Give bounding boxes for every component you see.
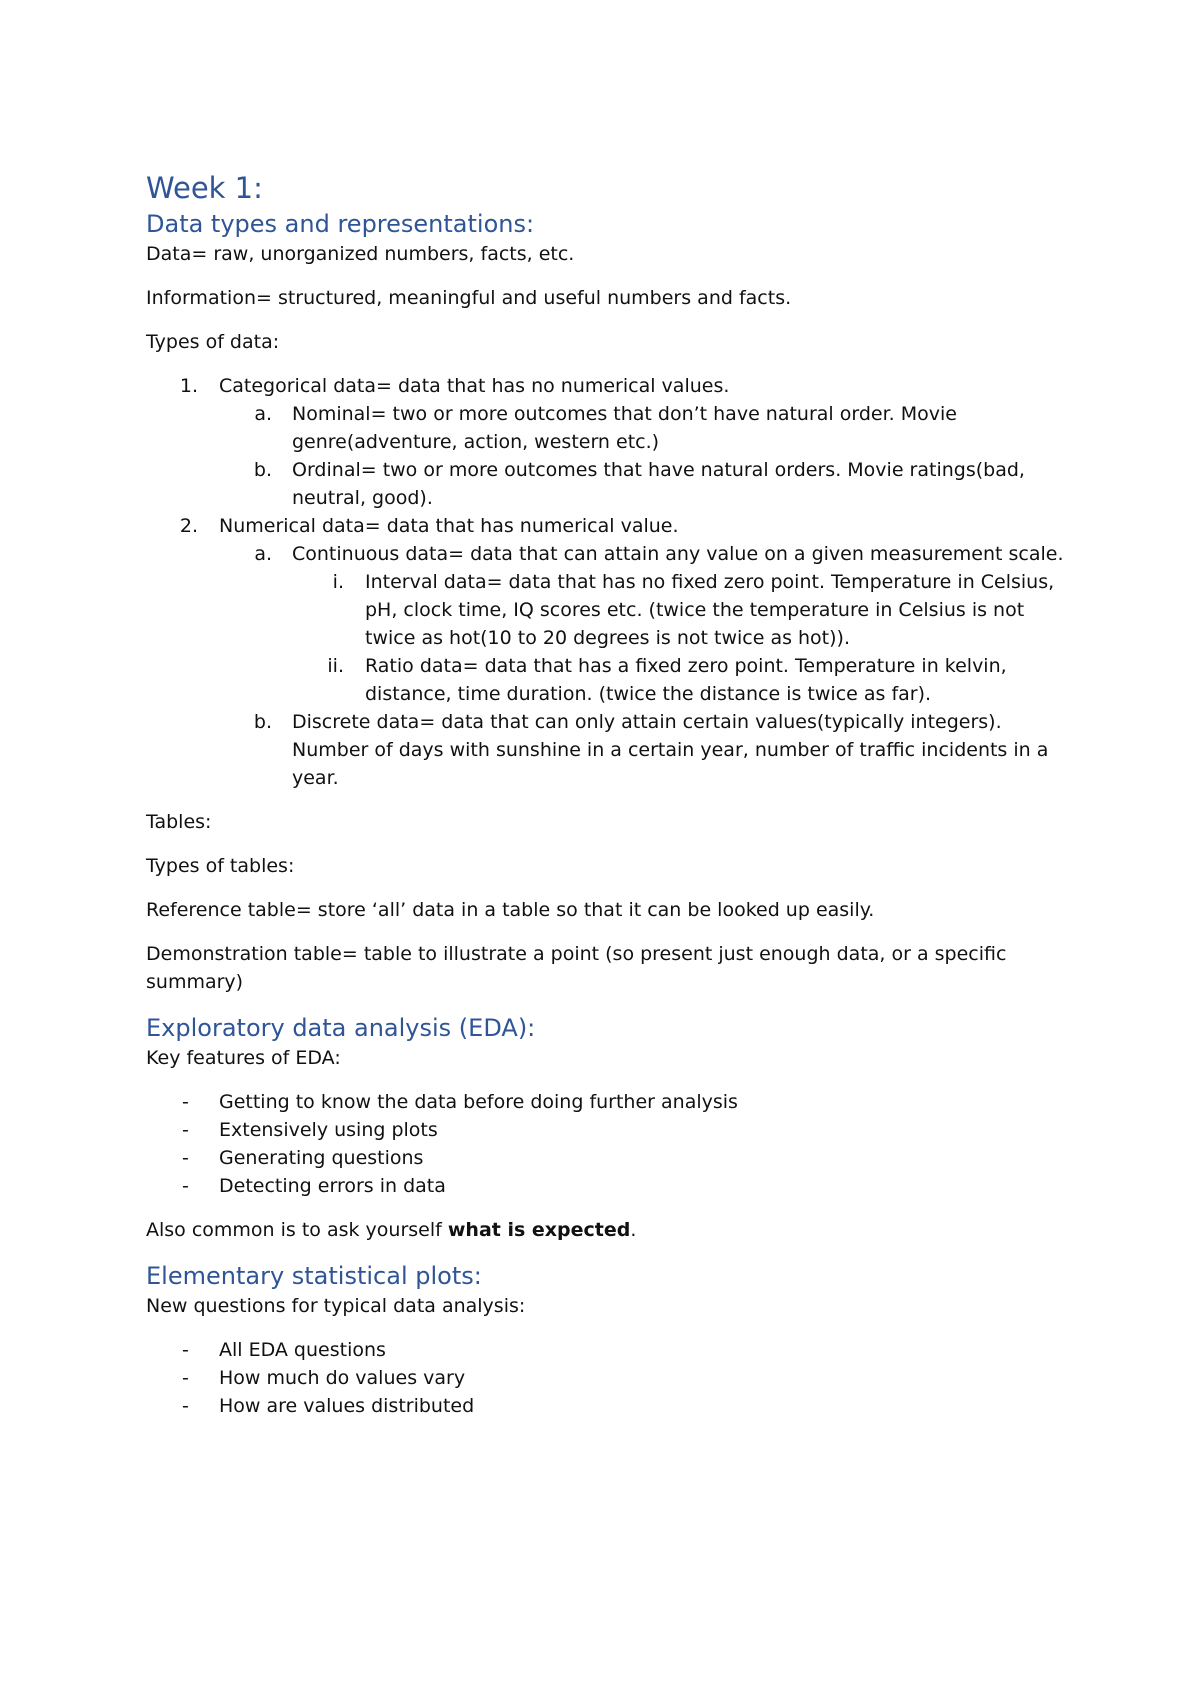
paragraph-eda-intro: Key features of EDA:: [146, 1047, 341, 1069]
heading-elementary-plots: Elementary statistical plots:: [146, 1262, 482, 1290]
list-marker: 1.: [179, 375, 198, 397]
paragraph-data-definition: Data= raw, unorganized numbers, facts, etc.: [146, 243, 575, 265]
expected-post-text: .: [630, 1219, 637, 1241]
list-item: [146, 708, 1066, 792]
list-item-text: Categorical data= data that has no numerical values.: [219, 375, 730, 397]
plots-bullet-list: [146, 1336, 1066, 1420]
paragraph-information-definition: Information= structured, meaningful and useful numbers and facts.: [146, 287, 792, 309]
expected-pre-text: Also common is to ask yourself: [146, 1219, 448, 1241]
list-item: [146, 1116, 1066, 1144]
eda-bullet-list: [146, 1088, 1066, 1200]
list-item: [146, 652, 1066, 708]
paragraph-tables: Tables:: [146, 811, 212, 833]
paragraph-types-of-tables: Types of tables:: [146, 855, 295, 877]
paragraph-reference-table: Reference table= store ‘all’ data in a table so that it can be looked up easily.: [146, 899, 875, 921]
list-item-text: How much do values vary: [219, 1367, 466, 1389]
paragraph-plots-intro: New questions for typical data analysis:: [146, 1295, 526, 1317]
bullet-marker: -: [182, 1147, 189, 1169]
bullet-marker: -: [182, 1395, 189, 1417]
bullet-marker: -: [182, 1367, 189, 1389]
list-item-text: Nominal= two or more outcomes that don’t have natural order. Movie genre(adventure, action, western etc.): [292, 403, 957, 453]
list-item: [146, 540, 1066, 568]
list-marker: 2.: [179, 515, 198, 537]
page-title: Week 1:: [146, 171, 263, 205]
list-item-text: Ratio data= data that has a fixed zero point. Temperature in kelvin, distance, time duration. (twice the distance is twice as far).: [365, 655, 1007, 705]
list-marker: b.: [253, 711, 272, 733]
data-types-list: [146, 372, 1066, 792]
list-item-text: Extensively using plots: [219, 1119, 438, 1141]
list-item: [146, 1364, 1066, 1392]
bullet-marker: -: [182, 1175, 189, 1197]
list-marker: b.: [253, 459, 272, 481]
list-item: [146, 1172, 1066, 1200]
document-page: [146, 168, 1066, 1436]
list-item: [146, 1088, 1066, 1116]
heading-eda: Exploratory data analysis (EDA):: [146, 1014, 536, 1042]
bullet-marker: -: [182, 1091, 189, 1113]
bullet-marker: -: [182, 1339, 189, 1361]
list-item-text: Detecting errors in data: [219, 1175, 446, 1197]
list-item: [146, 512, 1066, 540]
list-item-text: Discrete data= data that can only attain certain values(typically integers). Number of days with sunshine in a certain year, number of traffic incidents in a year.: [292, 711, 1049, 789]
list-item: [146, 372, 1066, 400]
list-marker: ii.: [327, 655, 344, 677]
bullet-marker: -: [182, 1119, 189, 1141]
list-marker: a.: [254, 403, 272, 425]
list-marker: i.: [332, 571, 344, 593]
list-item-text: All EDA questions: [219, 1339, 386, 1361]
paragraph-what-is-expected: [146, 1216, 1066, 1244]
list-item: [146, 1392, 1066, 1420]
list-item-text: Interval data= data that has no fixed zero point. Temperature in Celsius, pH, clock time, IQ scores etc. (twice the temperature in Celsius is not twice as hot(10 to 20 degrees is not twice as hot)).: [365, 571, 1055, 649]
list-item: [146, 568, 1066, 652]
list-item: [146, 1336, 1066, 1364]
list-item-text: How are values distributed: [219, 1395, 475, 1417]
list-marker: a.: [254, 543, 272, 565]
list-item-text: Continuous data= data that can attain any value on a given measurement scale.: [292, 543, 1064, 565]
expected-bold-text: what is expected: [447, 1219, 631, 1241]
list-item-text: Generating questions: [219, 1147, 424, 1169]
list-item: [146, 400, 1066, 456]
heading-data-types: Data types and representations:: [146, 210, 535, 238]
paragraph-demonstration-table: Demonstration table= table to illustrate a point (so present just enough data, or a specific summary): [146, 943, 1007, 993]
paragraph-types-of-data: Types of data:: [146, 331, 280, 353]
list-item: [146, 1144, 1066, 1172]
list-item: [146, 456, 1066, 512]
list-item-text: Numerical data= data that has numerical value.: [219, 515, 679, 537]
list-item-text: Ordinal= two or more outcomes that have natural orders. Movie ratings(bad, neutral, good).: [292, 459, 1025, 509]
list-item-text: Getting to know the data before doing further analysis: [219, 1091, 738, 1113]
